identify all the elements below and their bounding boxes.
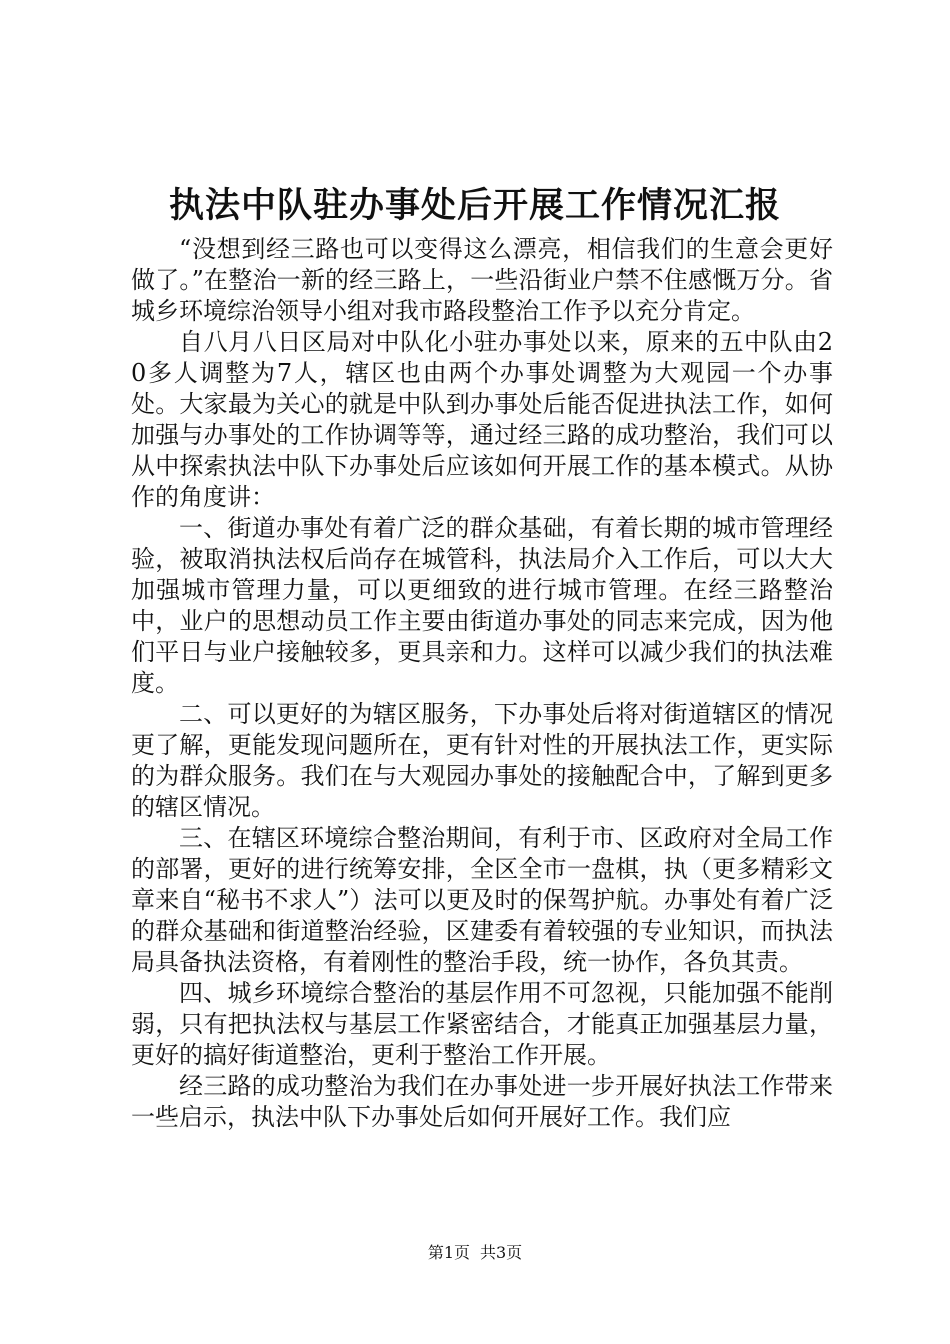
- page-total: 共3页: [480, 1243, 523, 1262]
- document-body: [131, 234, 833, 1133]
- page-footer: [0, 1242, 950, 1264]
- paragraph-3: 一、街道办事处有着广泛的群众基础，有着长期的城市管理经验，被取消执法权后尚存在城管科，执法局介入工作后，可以大大加强城市管理力量，可以更细致的进行城市管理。在经三路整治中，业户的思想动员工作主要由街道办事处的同志来完成，因为他们平日与业户接触较多，更具亲和力。这样可以减少我们的执法难度。: [131, 514, 833, 697]
- paragraph-6: 四、城乡环境综合整治的基层作用不可忽视，只能加强不能削弱，只有把执法权与基层工作紧密结合，才能真正加强基层力量，更好的搞好街道整治，更利于整治工作开展。: [131, 979, 833, 1069]
- paragraph-1: “没想到经三路也可以变得这么漂亮，相信我们的生意会更好做了。”在整治一新的经三路上，一些沿街业户禁不住感慨万分。省城乡环境综治领导小组对我市路段整治工作予以充分肯定。: [131, 235, 833, 325]
- paragraph-7: 经三路的成功整治为我们在办事处进一步开展好执法工作带来一些启示，执法中队下办事处后如何开展好工作。我们应: [131, 1072, 833, 1131]
- document-title: 执法中队驻办事处后开展工作情况汇报: [168, 186, 781, 226]
- paragraph-2: 自八月八日区局对中队化小驻办事处以来，原来的五中队由20多人调整为7人，辖区也由两个办事处调整为大观园一个办事处。大家最为关心的就是中队到办事处后能否促进执法工作，如何加强与办事处的工作协调等等，通过经三路的成功整治，我们可以从中探索执法中队下办事处后应该如何开展工作的基本模式。从协作的角度讲：: [131, 328, 833, 511]
- page-number: 第1页: [427, 1243, 470, 1262]
- paragraph-5: 三、在辖区环境综合整治期间，有利于市、区政府对全局工作的部署，更好的进行统筹安排，全区全市一盘棋，执（更多精彩文章来自“秘书不求人”）法可以更及时的保驾护航。办事处有着广泛的群众基础和街道整治经验，区建委有着较强的专业知识，而执法局具备执法资格，有着刚性的整治手段，统一协作，各负其责。: [131, 824, 833, 976]
- paragraph-4: 二、可以更好的为辖区服务，下办事处后将对街道辖区的情况更了解，更能发现问题所在，更有针对性的开展执法工作，更实际的为群众服务。我们在与大观园办事处的接触配合中，了解到更多的辖区情况。: [131, 700, 833, 821]
